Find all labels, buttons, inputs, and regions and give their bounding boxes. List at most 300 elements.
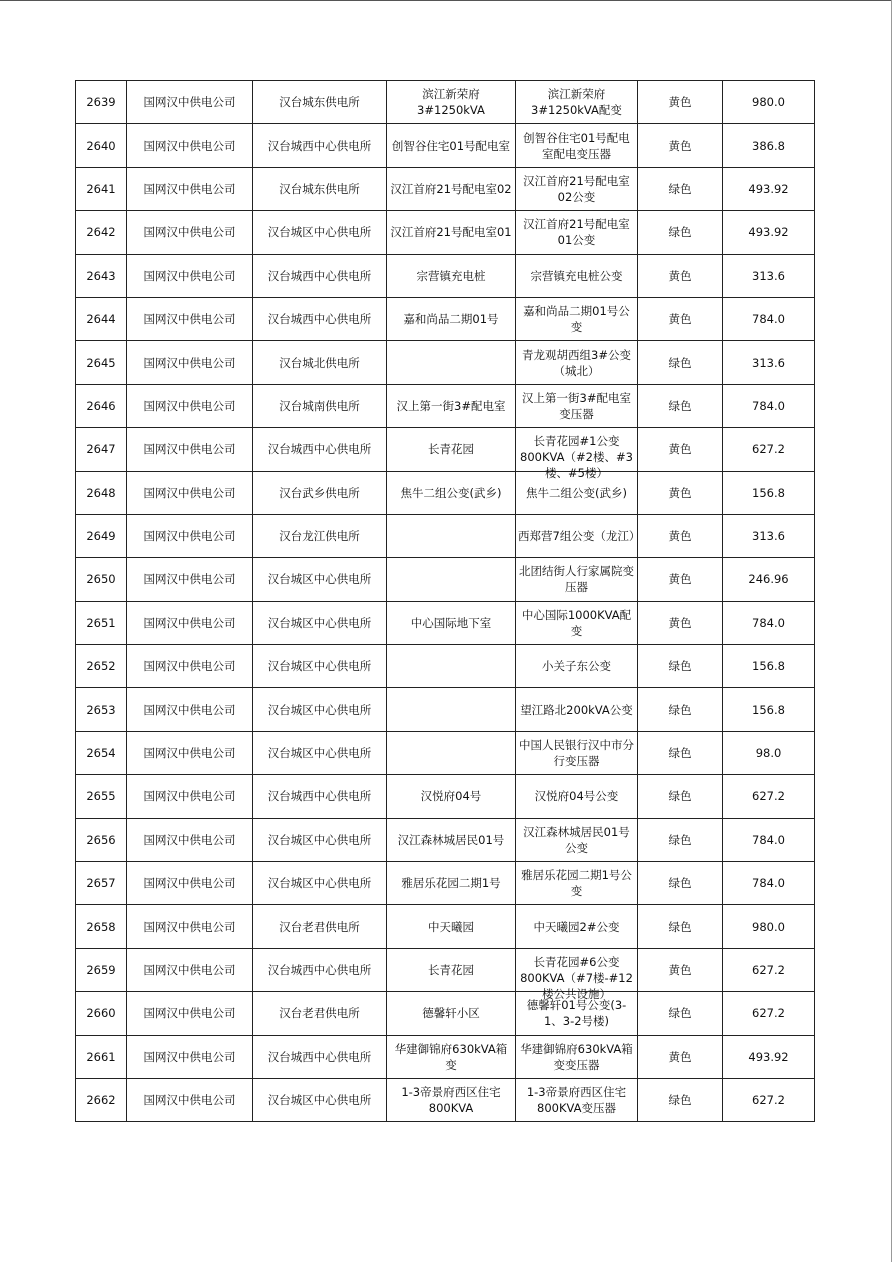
- capacity-value-cell-text: 386.8: [752, 138, 785, 153]
- site-name-cell: [387, 818, 516, 861]
- color-level-cell: [638, 818, 723, 861]
- site-name-cell-text: 长青花园: [428, 442, 474, 457]
- station-cell: [253, 254, 387, 297]
- capacity-value-cell: [723, 818, 815, 861]
- row-number-text: 2657: [86, 876, 116, 891]
- transformer-name-cell-text: 汉江首府21号配电室02公变: [523, 173, 630, 204]
- table-row: [76, 428, 815, 471]
- color-level-cell: [638, 862, 723, 905]
- transformer-name-cell: [516, 818, 638, 861]
- station-cell-text: 汉台城东供电所: [279, 95, 360, 110]
- company-cell: [127, 81, 253, 124]
- color-level-cell-text: 黄色: [668, 1049, 692, 1064]
- row-number-text: 2647: [86, 442, 116, 457]
- company-cell: [127, 167, 253, 210]
- company-cell-text: 国网汉中供电公司: [143, 95, 236, 110]
- transformer-name-cell: [516, 905, 638, 948]
- site-name-cell: [387, 471, 516, 514]
- station-cell-text: 汉台城东供电所: [279, 181, 360, 196]
- capacity-value-cell-text: 627.2: [752, 789, 785, 804]
- table-row: [76, 81, 815, 124]
- transformer-name-cell-text: 中国人民银行汉中市分行变压器: [519, 738, 634, 769]
- row-number-text: 2645: [86, 355, 116, 370]
- color-level-cell: [638, 645, 723, 688]
- row-number: [76, 124, 127, 167]
- station-cell: [253, 211, 387, 254]
- company-cell-text: 国网汉中供电公司: [143, 876, 236, 891]
- color-level-cell: [638, 992, 723, 1035]
- color-level-cell-text: 黄色: [668, 442, 692, 457]
- site-name-cell: [387, 211, 516, 254]
- capacity-value-cell: [723, 1035, 815, 1078]
- capacity-value-cell-text: 784.0: [752, 398, 785, 413]
- company-cell-text: 国网汉中供电公司: [143, 615, 236, 630]
- transformer-table: [75, 80, 815, 1122]
- station-cell-text: 汉台城西中心供电所: [267, 312, 372, 327]
- table-row: [76, 471, 815, 514]
- capacity-value-cell-text: 493.92: [748, 1049, 789, 1064]
- row-number-text: 2660: [86, 1006, 116, 1021]
- company-cell-text: 国网汉中供电公司: [143, 963, 236, 977]
- site-name-cell: [387, 992, 516, 1035]
- color-level-cell-text: 黄色: [668, 95, 692, 110]
- company-cell: [127, 1035, 253, 1078]
- table-row: [76, 1078, 815, 1121]
- site-name-cell: [387, 514, 516, 557]
- color-level-cell: [638, 688, 723, 731]
- transformer-name-cell-text: 滨江新荣府3#1250kVA配变: [531, 87, 622, 118]
- station-cell-text: 汉台城区中心供电所: [267, 876, 372, 891]
- station-cell: [253, 167, 387, 210]
- capacity-value-cell-text: 980.0: [752, 95, 785, 110]
- color-level-cell-text: 绿色: [668, 876, 692, 891]
- table-body: [76, 81, 815, 1122]
- row-number: [76, 297, 127, 340]
- row-number: [76, 688, 127, 731]
- capacity-value-cell: [723, 297, 815, 340]
- color-level-cell-text: 绿色: [668, 355, 692, 370]
- site-name-cell-text: 雅居乐花园二期1号: [401, 876, 501, 891]
- color-level-cell-text: 绿色: [668, 789, 692, 804]
- transformer-name-cell-text: 焦牛二组公变(武乡): [526, 485, 627, 500]
- capacity-value-cell-text: 980.0: [752, 919, 785, 934]
- site-name-cell: [387, 81, 516, 124]
- station-cell: [253, 818, 387, 861]
- row-number: [76, 731, 127, 774]
- company-cell-text: 国网汉中供电公司: [143, 1049, 236, 1064]
- transformer-name-cell-text: 望江路北200kVA公变: [520, 702, 633, 717]
- company-cell-text: 国网汉中供电公司: [143, 789, 236, 804]
- station-cell-text: 汉台城区中心供电所: [267, 615, 372, 630]
- row-number: [76, 341, 127, 384]
- color-level-cell-text: 绿色: [668, 1093, 692, 1108]
- capacity-value-cell: [723, 124, 815, 167]
- site-name-cell-text: 德馨轩小区: [422, 1006, 480, 1021]
- color-level-cell: [638, 167, 723, 210]
- company-cell-text: 国网汉中供电公司: [143, 312, 236, 327]
- site-name-cell-text: 华建御锦府630kVA箱变: [394, 1041, 508, 1072]
- transformer-name-cell: [516, 384, 638, 427]
- transformer-name-cell-text: 汉江首府21号配电室01公变: [523, 217, 630, 248]
- row-number-text: 2646: [86, 398, 116, 413]
- company-cell-text: 国网汉中供电公司: [143, 1093, 236, 1108]
- table-row: [76, 514, 815, 557]
- station-cell: [253, 948, 387, 991]
- site-name-cell-text: 中天曦园: [428, 919, 474, 934]
- capacity-value-cell-text: 493.92: [748, 225, 789, 240]
- site-name-cell: [387, 688, 516, 731]
- row-number-text: 2648: [86, 485, 116, 500]
- station-cell: [253, 775, 387, 818]
- capacity-value-cell: [723, 167, 815, 210]
- capacity-value-cell-text: 627.2: [752, 1093, 785, 1108]
- row-number: [76, 862, 127, 905]
- transformer-name-cell-text: 小关子东公变: [542, 659, 611, 674]
- color-level-cell-text: 绿色: [668, 181, 692, 196]
- company-cell-text: 国网汉中供电公司: [143, 138, 236, 153]
- table-row: [76, 297, 815, 340]
- transformer-name-cell: [516, 1035, 638, 1078]
- company-cell-text: 国网汉中供电公司: [143, 832, 236, 847]
- row-number: [76, 818, 127, 861]
- table-row: [76, 341, 815, 384]
- site-name-cell: [387, 862, 516, 905]
- row-number: [76, 471, 127, 514]
- row-number: [76, 384, 127, 427]
- transformer-name-cell: [516, 558, 638, 601]
- color-level-cell: [638, 1035, 723, 1078]
- table-row: [76, 124, 815, 167]
- transformer-name-cell-text: 北团结街人行家属院变压器: [519, 564, 634, 595]
- station-cell: [253, 297, 387, 340]
- company-cell: [127, 124, 253, 167]
- station-cell: [253, 471, 387, 514]
- capacity-value-cell: [723, 688, 815, 731]
- company-cell: [127, 341, 253, 384]
- capacity-value-cell: [723, 645, 815, 688]
- site-name-cell: [387, 905, 516, 948]
- row-number: [76, 948, 127, 991]
- capacity-value-cell-text: 627.2: [752, 442, 785, 457]
- site-name-cell: [387, 731, 516, 774]
- site-name-cell-text: 创智谷住宅01号配电室: [391, 138, 511, 153]
- row-number: [76, 601, 127, 644]
- table-row: [76, 558, 815, 601]
- station-cell: [253, 428, 387, 471]
- site-name-cell-text: 汉江首府21号配电室01: [390, 225, 512, 240]
- color-level-cell-text: 黄色: [668, 268, 692, 283]
- row-number-text: 2659: [86, 963, 116, 977]
- transformer-name-cell-text: 华建御锦府630kVA箱变变压器: [520, 1041, 633, 1072]
- row-number-text: 2662: [86, 1093, 116, 1108]
- capacity-value-cell: [723, 471, 815, 514]
- row-number-text: 2642: [86, 225, 116, 240]
- transformer-name-cell: [516, 862, 638, 905]
- transformer-name-cell: [516, 601, 638, 644]
- site-name-cell-text: 汉江森林城居民01号: [397, 832, 505, 847]
- company-cell-text: 国网汉中供电公司: [143, 268, 236, 283]
- row-number: [76, 1035, 127, 1078]
- table-row: [76, 645, 815, 688]
- row-number-text: 2644: [86, 312, 116, 327]
- color-level-cell-text: 黄色: [668, 529, 692, 544]
- color-level-cell-text: 绿色: [668, 225, 692, 240]
- transformer-name-cell: [516, 254, 638, 297]
- site-name-cell: [387, 341, 516, 384]
- site-name-cell: [387, 384, 516, 427]
- table-row: [76, 862, 815, 905]
- company-cell: [127, 731, 253, 774]
- transformer-name-cell-text: 德馨轩01号公变(3-1、3-2号楼): [526, 998, 627, 1029]
- station-cell: [253, 558, 387, 601]
- company-cell: [127, 1078, 253, 1121]
- station-cell: [253, 514, 387, 557]
- site-name-cell: [387, 558, 516, 601]
- row-number-text: 2652: [86, 659, 116, 674]
- company-cell-text: 国网汉中供电公司: [143, 1006, 236, 1021]
- transformer-name-cell: [516, 688, 638, 731]
- station-cell: [253, 1035, 387, 1078]
- color-level-cell: [638, 384, 723, 427]
- row-number-text: 2656: [86, 832, 116, 847]
- company-cell: [127, 514, 253, 557]
- table-row: [76, 384, 815, 427]
- transformer-name-cell: [516, 81, 638, 124]
- site-name-cell: [387, 948, 516, 991]
- site-name-cell: [387, 775, 516, 818]
- color-level-cell-text: 绿色: [668, 702, 692, 717]
- station-cell-text: 汉台龙江供电所: [279, 529, 360, 544]
- transformer-name-cell-text: 中天曦园2#公变: [533, 919, 620, 934]
- station-cell: [253, 81, 387, 124]
- company-cell-text: 国网汉中供电公司: [143, 355, 236, 370]
- row-number: [76, 254, 127, 297]
- color-level-cell: [638, 948, 723, 991]
- station-cell-text: 汉台城区中心供电所: [267, 702, 372, 717]
- company-cell: [127, 558, 253, 601]
- company-cell: [127, 688, 253, 731]
- capacity-value-cell-text: 156.8: [752, 702, 785, 717]
- color-level-cell: [638, 558, 723, 601]
- station-cell-text: 汉台城西中心供电所: [267, 442, 372, 457]
- table-row: [76, 167, 815, 210]
- transformer-name-cell: [516, 167, 638, 210]
- table-row: [76, 601, 815, 644]
- station-cell: [253, 341, 387, 384]
- company-cell-text: 国网汉中供电公司: [143, 181, 236, 196]
- company-cell: [127, 601, 253, 644]
- site-name-cell: [387, 645, 516, 688]
- table-row: [76, 688, 815, 731]
- station-cell: [253, 1078, 387, 1121]
- row-number-text: 2649: [86, 529, 116, 544]
- capacity-value-cell-text: 627.2: [752, 963, 785, 977]
- company-cell-text: 国网汉中供电公司: [143, 702, 236, 717]
- capacity-value-cell-text: 313.6: [752, 355, 785, 370]
- company-cell-text: 国网汉中供电公司: [143, 572, 236, 587]
- site-name-cell-text: 焦牛二组公变(武乡): [400, 485, 502, 500]
- transformer-name-cell-text: 中心国际1000KVA配变: [521, 607, 632, 638]
- transformer-name-cell-text: 宗营镇充电桩公变: [530, 268, 623, 283]
- transformer-name-cell-text: 长青花园#6公变800KVA（#7楼-#12楼公共设施）: [520, 955, 633, 1001]
- station-cell: [253, 731, 387, 774]
- site-name-cell-text: 长青花园: [428, 963, 474, 977]
- row-number: [76, 428, 127, 471]
- transformer-name-cell-text: 汉悦府04号公变: [534, 789, 619, 804]
- row-number-text: 2650: [86, 572, 116, 587]
- color-level-cell-text: 绿色: [668, 1006, 692, 1021]
- capacity-value-cell: [723, 862, 815, 905]
- table-row: [76, 905, 815, 948]
- color-level-cell-text: 黄色: [668, 615, 692, 630]
- row-number-text: 2643: [86, 268, 116, 283]
- color-level-cell-text: 绿色: [668, 659, 692, 674]
- capacity-value-cell: [723, 905, 815, 948]
- transformer-name-cell-text: 汉江森林城居民01号公变: [523, 824, 630, 855]
- capacity-value-cell: [723, 558, 815, 601]
- color-level-cell: [638, 471, 723, 514]
- table-row: [76, 211, 815, 254]
- capacity-value-cell-text: 784.0: [752, 832, 785, 847]
- station-cell-text: 汉台城西中心供电所: [267, 138, 372, 153]
- station-cell: [253, 862, 387, 905]
- station-cell-text: 汉台城区中心供电所: [267, 832, 372, 847]
- company-cell-text: 国网汉中供电公司: [143, 485, 236, 500]
- station-cell: [253, 645, 387, 688]
- capacity-value-cell: [723, 775, 815, 818]
- table-row: [76, 254, 815, 297]
- row-number-text: 2639: [86, 95, 116, 110]
- station-cell-text: 汉台城西中心供电所: [267, 1049, 372, 1064]
- row-number-text: 2651: [86, 615, 116, 630]
- row-number-text: 2640: [86, 138, 116, 153]
- transformer-name-cell: [516, 775, 638, 818]
- row-number: [76, 992, 127, 1035]
- company-cell-text: 国网汉中供电公司: [143, 225, 236, 240]
- capacity-value-cell: [723, 384, 815, 427]
- station-cell-text: 汉台城西中心供电所: [267, 963, 372, 977]
- color-level-cell-text: 绿色: [668, 746, 692, 761]
- site-name-cell: [387, 297, 516, 340]
- color-level-cell-text: 绿色: [668, 832, 692, 847]
- company-cell-text: 国网汉中供电公司: [143, 919, 236, 934]
- row-number: [76, 558, 127, 601]
- transformer-name-cell-text: 嘉和尚品二期01号公变: [523, 304, 630, 335]
- station-cell-text: 汉台城南供电所: [279, 398, 360, 413]
- row-number: [76, 81, 127, 124]
- site-name-cell-text: 汉江首府21号配电室02: [390, 181, 512, 196]
- row-number-text: 2655: [86, 789, 116, 804]
- row-number: [76, 645, 127, 688]
- site-name-cell-text: 滨江新荣府3#1250kVA: [417, 87, 485, 118]
- color-level-cell: [638, 297, 723, 340]
- site-name-cell: [387, 1035, 516, 1078]
- transformer-name-cell: [516, 645, 638, 688]
- company-cell: [127, 775, 253, 818]
- capacity-value-cell: [723, 428, 815, 471]
- capacity-value-cell-text: 246.96: [748, 572, 789, 587]
- site-name-cell: [387, 601, 516, 644]
- station-cell: [253, 688, 387, 731]
- color-level-cell-text: 黄色: [668, 138, 692, 153]
- station-cell-text: 汉台城区中心供电所: [267, 572, 372, 587]
- site-name-cell: [387, 1078, 516, 1121]
- row-number-text: 2661: [86, 1049, 116, 1064]
- color-level-cell-text: 黄色: [668, 963, 692, 977]
- capacity-value-cell: [723, 341, 815, 384]
- company-cell-text: 国网汉中供电公司: [143, 746, 236, 761]
- row-number: [76, 514, 127, 557]
- site-name-cell: [387, 254, 516, 297]
- row-number: [76, 211, 127, 254]
- transformer-name-cell-text: 长青花园#1公变800KVA（#2楼、#3楼、#5楼）: [520, 434, 633, 481]
- company-cell: [127, 818, 253, 861]
- row-number-text: 2658: [86, 919, 116, 934]
- capacity-value-cell-text: 156.8: [752, 485, 785, 500]
- company-cell: [127, 254, 253, 297]
- table-row: [76, 818, 815, 861]
- color-level-cell: [638, 124, 723, 167]
- company-cell: [127, 471, 253, 514]
- row-number: [76, 1078, 127, 1121]
- row-number: [76, 775, 127, 818]
- capacity-value-cell: [723, 992, 815, 1035]
- site-name-cell: [387, 167, 516, 210]
- color-level-cell-text: 黄色: [668, 485, 692, 500]
- company-cell: [127, 905, 253, 948]
- station-cell-text: 汉台老君供电所: [279, 919, 360, 934]
- capacity-value-cell-text: 98.0: [755, 746, 782, 761]
- color-level-cell: [638, 211, 723, 254]
- station-cell-text: 汉台城区中心供电所: [267, 746, 372, 761]
- capacity-value-cell: [723, 254, 815, 297]
- capacity-value-cell-text: 313.6: [752, 268, 785, 283]
- transformer-name-cell-text: 1-3帝景府西区住宅800KVA变压器: [526, 1085, 627, 1116]
- capacity-value-cell-text: 784.0: [752, 615, 785, 630]
- color-level-cell: [638, 428, 723, 471]
- station-cell-text: 汉台城区中心供电所: [267, 1093, 372, 1108]
- row-number-text: 2653: [86, 702, 116, 717]
- capacity-value-cell: [723, 731, 815, 774]
- row-number: [76, 905, 127, 948]
- page-top-border: [0, 0, 892, 1]
- company-cell: [127, 428, 253, 471]
- station-cell: [253, 992, 387, 1035]
- table-row: [76, 992, 815, 1035]
- site-name-cell-text: 汉悦府04号: [420, 789, 482, 804]
- table-row: [76, 731, 815, 774]
- capacity-value-cell: [723, 601, 815, 644]
- company-cell-text: 国网汉中供电公司: [143, 659, 236, 674]
- table-row: [76, 948, 815, 991]
- transformer-name-cell-text: 创智谷住宅01号配电室配电变压器: [523, 130, 630, 161]
- capacity-value-cell: [723, 81, 815, 124]
- station-cell: [253, 384, 387, 427]
- station-cell-text: 汉台城北供电所: [279, 355, 360, 370]
- station-cell-text: 汉台城西中心供电所: [267, 789, 372, 804]
- capacity-value-cell-text: 156.8: [752, 659, 785, 674]
- row-number: [76, 167, 127, 210]
- company-cell: [127, 384, 253, 427]
- site-name-cell-text: 汉上第一街3#配电室: [396, 398, 506, 413]
- site-name-cell-text: 1-3帝景府西区住宅800KVA: [401, 1085, 501, 1116]
- table-row: [76, 775, 815, 818]
- transformer-name-cell: [516, 514, 641, 557]
- transformer-name-cell: [516, 428, 638, 481]
- capacity-value-cell: [723, 1078, 815, 1121]
- station-cell: [253, 124, 387, 167]
- transformer-name-cell-text: 西郑营7组公变（龙江）: [518, 529, 641, 544]
